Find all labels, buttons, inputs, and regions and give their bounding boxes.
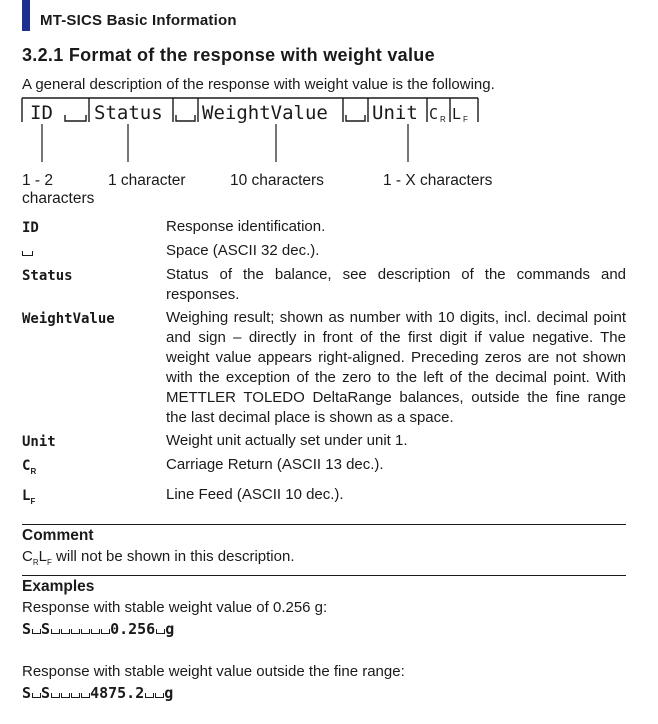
space-icon <box>156 629 165 634</box>
format-field-lf-sub: F <box>463 115 468 124</box>
definition-term-id: ID <box>22 220 39 236</box>
space-icon <box>81 693 90 698</box>
definition-term-space <box>22 241 166 262</box>
definition-row <box>22 308 626 428</box>
definition-desc: Weight unit actually set under unit 1. <box>166 432 408 449</box>
length-id-line2: characters <box>22 190 95 207</box>
divider <box>22 575 626 576</box>
definition-desc: Weighing result; shown as number with 10 digits, incl. decimal point and sign – directly in front of the first digit if value negative. The weight value appears right-aligned. Preceding zeros are not shown with the exception of the zero to the left of the decimal point. With METTLER TOLEDO DeltaRange balances, outside the fine range the last decimal place is shown as a space. <box>166 309 626 426</box>
definition-term-status: Status <box>22 268 73 284</box>
comment-heading: Comment <box>22 527 94 544</box>
space-icon <box>22 251 33 256</box>
space-icon <box>32 629 41 634</box>
definition-desc: Status of the balance, see description of the commands and responses. <box>166 266 626 303</box>
space-icon <box>155 693 164 698</box>
definition-row <box>22 217 626 238</box>
format-connectors <box>42 124 408 162</box>
section-title: 3.2.1 Format of the response with weight value <box>22 45 435 65</box>
comment-text: $C_RL_F$ will not be shown in this description. <box>22 548 295 567</box>
definition-desc: Response identification. <box>166 218 326 235</box>
length-unit: 1 - X characters <box>383 172 493 189</box>
space-icon <box>101 629 110 634</box>
examples-heading: Examples <box>22 578 95 595</box>
format-field-status: Status <box>94 102 163 124</box>
space-icon <box>71 693 80 698</box>
example-2-description: Response with stable weight value outside the fine range: <box>22 663 405 680</box>
definition-row <box>22 431 626 452</box>
space-icon <box>51 629 60 634</box>
definition-list <box>22 217 626 515</box>
definition-term-weightvalue: WeightValue <box>22 311 115 327</box>
space-icon <box>51 693 60 698</box>
definition-row <box>22 265 626 305</box>
space-icon <box>91 629 100 634</box>
header-title: MT-SICS Basic Information <box>40 12 237 29</box>
space-icon <box>61 693 70 698</box>
format-field-cr: C <box>429 105 439 123</box>
example-1-code: S S 0.256 g <box>22 620 175 638</box>
space-icon <box>61 629 70 634</box>
format-field-weightvalue: WeightValue <box>202 102 328 124</box>
space-icon <box>81 629 90 634</box>
format-field-id: ID <box>30 102 53 124</box>
definition-term-unit: Unit <box>22 434 56 450</box>
header-accent-bar <box>22 0 30 31</box>
example-1-description: Response with stable weight value of 0.256 g: <box>22 599 328 616</box>
format-field-unit: Unit <box>372 102 418 124</box>
example-2-code: S S 4875.2 g <box>22 684 174 702</box>
definition-desc: Space (ASCII 32 dec.). <box>166 242 320 259</box>
definition-row <box>22 485 626 512</box>
definition-desc: Line Feed (ASCII 10 dec.). <box>166 485 344 503</box>
format-field-lf: L <box>452 105 462 123</box>
space-icon <box>145 693 154 698</box>
definition-row <box>22 455 626 482</box>
divider <box>22 524 626 525</box>
definition-desc: Carriage Return (ASCII 13 dec.). <box>166 456 384 473</box>
definition-term-lf: $L_F$ <box>22 487 36 506</box>
space-icon <box>65 115 86 121</box>
length-id-line1: 1 - 2 <box>22 172 54 189</box>
space-icon <box>176 115 195 121</box>
length-weightvalue: 10 characters <box>230 172 324 189</box>
intro-text: A general description of the response with weight value is the following. <box>22 76 495 93</box>
definition-term-cr: $C_R$ <box>22 458 37 476</box>
space-icon <box>32 693 41 698</box>
format-field-cr-sub: R <box>440 115 446 124</box>
space-icon <box>346 115 365 121</box>
format-diagram <box>0 96 658 208</box>
definition-row <box>22 241 626 262</box>
space-icon <box>71 629 80 634</box>
length-status: 1 character <box>108 172 186 189</box>
